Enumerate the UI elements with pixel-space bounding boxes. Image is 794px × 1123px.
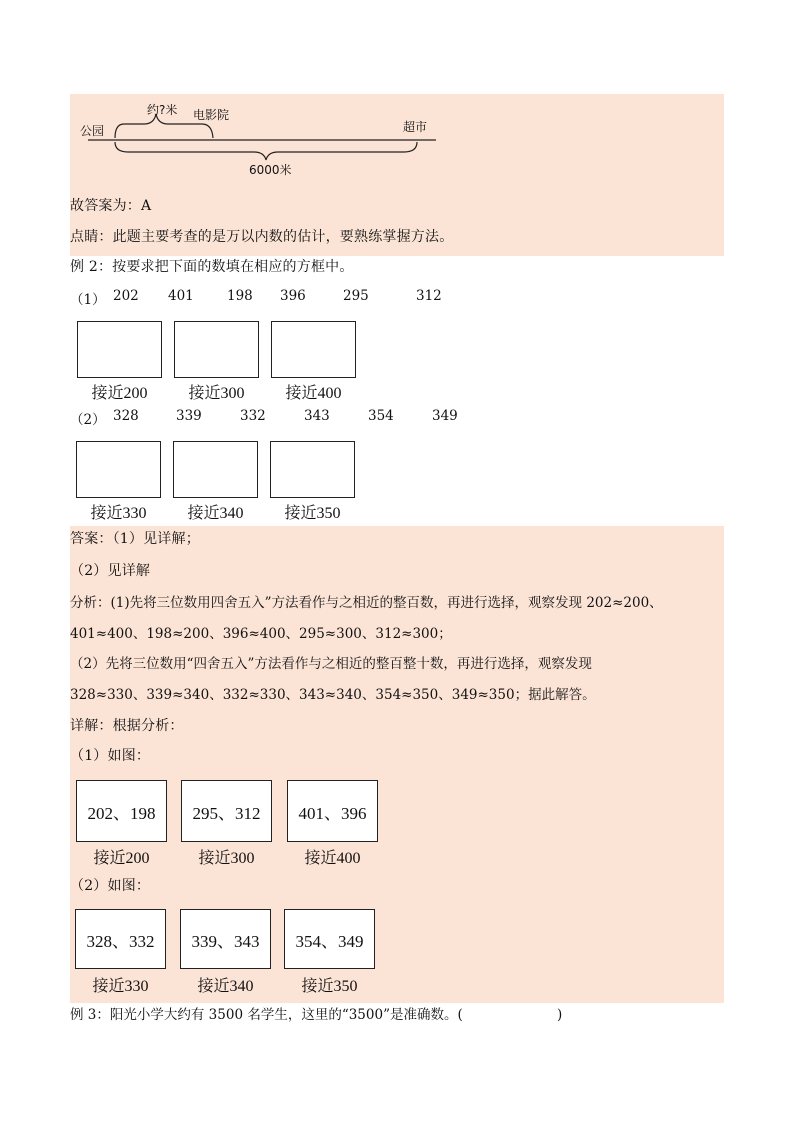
empty-answer-box[interactable]	[173, 441, 258, 498]
filled-answer-box: 202、198	[76, 780, 167, 842]
part1-number: 396	[280, 288, 306, 304]
part2-number: 343	[304, 408, 330, 424]
example2-title: 例 2：按要求把下面的数填在相应的方框中。	[70, 259, 354, 275]
part1-number: 312	[416, 288, 442, 304]
box-caption: 接近300	[198, 850, 255, 867]
filled-answer-box: 295、312	[181, 780, 272, 842]
part2-number: 332	[240, 408, 266, 424]
part2-number: 354	[368, 408, 394, 424]
label-approx: 约?米	[147, 103, 178, 117]
answer-part1: 答案：（1）见详解；	[70, 531, 200, 547]
part1-label: （1）	[70, 292, 106, 308]
part2-label: （2）	[70, 412, 106, 428]
part1-number: 401	[168, 288, 194, 304]
box-caption: 接近350	[301, 978, 358, 995]
box-caption: 接近300	[188, 385, 245, 402]
analysis-line: 401≈400、198≈200、396≈400、295≈300、312≈300；	[70, 626, 452, 642]
comment-line: 点睛：此题主要考查的是万以内数的估计，要熟练掌握方法。	[70, 229, 454, 245]
part2-number: 328	[113, 408, 139, 424]
filled-answer-box: 339、343	[180, 909, 271, 969]
part1-number: 295	[343, 288, 369, 304]
analysis-line: 分析：(1)先将三位数用四舍五入”方法看作与之相近的整百数，再进行选择，观察发现 202≈200、	[70, 595, 663, 611]
example3-close-paren: )	[557, 1007, 563, 1023]
answer-part2: （2）见详解	[70, 563, 151, 579]
part1-number: 198	[227, 288, 253, 304]
box-caption: 接近400	[304, 850, 361, 867]
box-caption: 接近350	[284, 505, 341, 522]
analysis-line: （2）先将三位数用“四舍五入”方法看作与之相近的整百整十数，再进行选择，观察发现	[70, 656, 592, 672]
empty-answer-box[interactable]	[270, 441, 355, 498]
empty-answer-box[interactable]	[77, 321, 162, 378]
label-cinema: 电影院	[193, 108, 230, 122]
box-caption: 接近330	[92, 978, 149, 995]
filled-answer-box: 354、349	[284, 909, 375, 969]
filled-answer-box: 401、396	[287, 780, 378, 842]
detail-line: 详解：根据分析：	[70, 718, 184, 734]
empty-answer-box[interactable]	[76, 441, 161, 498]
figure2-label: （2）如图：	[70, 878, 151, 894]
box-caption: 接近340	[187, 505, 244, 522]
box-caption: 接近340	[197, 978, 254, 995]
label-total: 6000米	[249, 163, 292, 177]
part2-number: 349	[432, 408, 458, 424]
filled-answer-box: 328、332	[75, 909, 166, 969]
part2-number: 339	[176, 408, 202, 424]
box-caption: 接近200	[93, 850, 150, 867]
empty-answer-box[interactable]	[174, 321, 259, 378]
answer-line: 故答案为：A	[70, 198, 152, 214]
label-park: 公园	[80, 124, 105, 138]
box-caption: 接近400	[285, 385, 342, 402]
label-market: 超市	[403, 120, 428, 134]
empty-answer-box[interactable]	[271, 321, 356, 378]
part1-number: 202	[113, 288, 139, 304]
example3-text: 例 3：阳光小学大约有 3500 名学生，这里的“3500”是准确数。(	[70, 1007, 463, 1023]
box-caption: 接近330	[90, 505, 147, 522]
box-caption: 接近200	[91, 385, 148, 402]
analysis-line: 328≈330、339≈340、332≈330、343≈340、354≈350、349≈350；据此解答。	[70, 687, 596, 703]
figure1-label: （1）如图：	[70, 748, 151, 764]
